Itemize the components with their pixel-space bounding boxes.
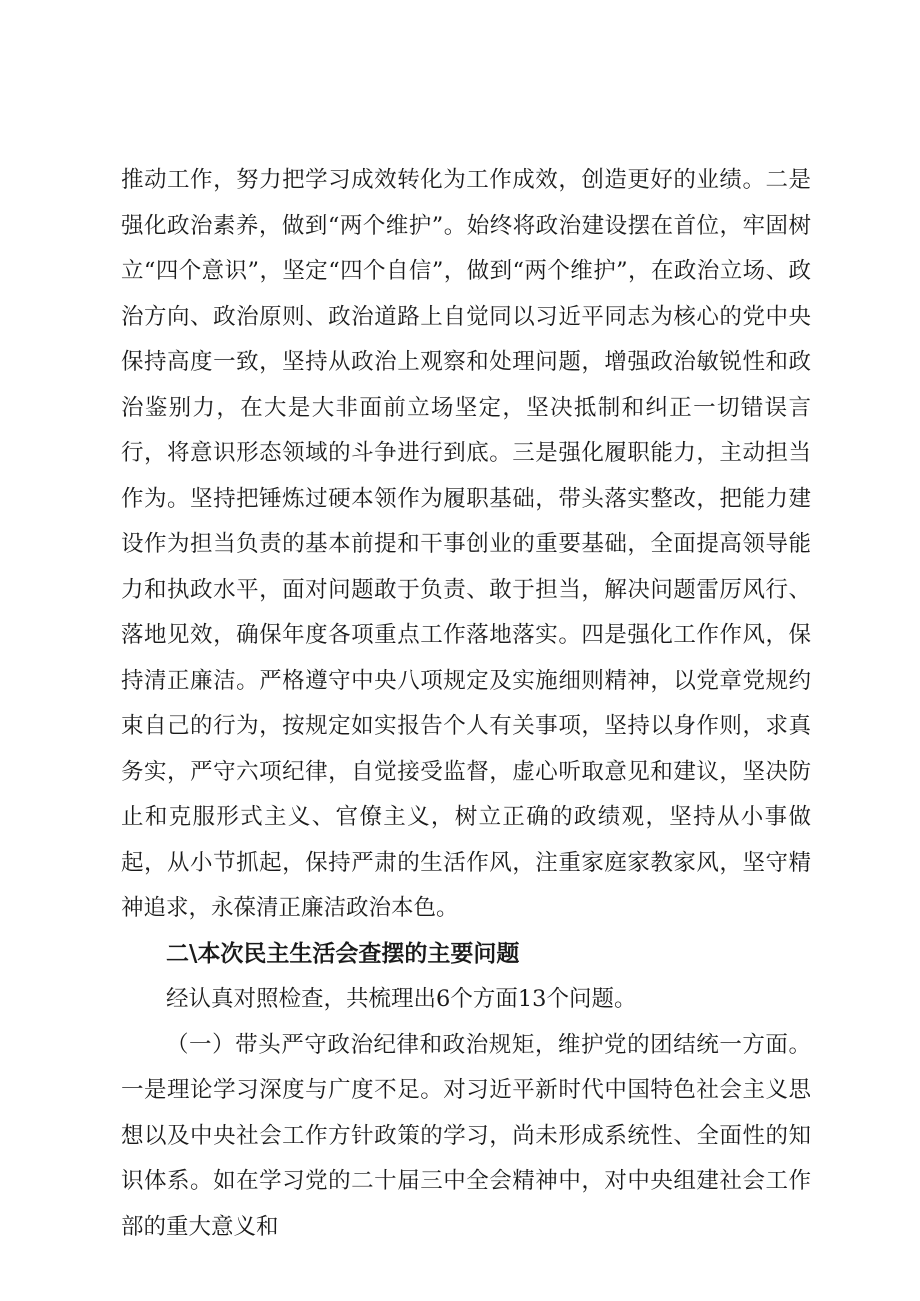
section-heading: 二\本次民主生活会查摆的主要问题 <box>166 940 520 967</box>
summary-line: 经认真对照检查，共梳理出6个方面13个问题。 <box>166 986 637 1012</box>
document-body <box>121 158 811 1250</box>
paragraph-continued: 推动工作，努力把学习成效转化为工作成效，创造更好的业绩。二是强化政治素养，做到“两个维护”。始终将政治建设摆在首位，牢固树立“四个意识”，坚定“四个自信”，做到“两个维护”，在政治立场、政治方向、政治原则、政治道路上自觉同以习近平同志为核心的党中央保持高度一致，坚持从政治上观察和处理问题，增强政治敏锐性和政治鉴别力，在大是大非面前立场坚定，坚决抵制和纠正一切错误言行，将意识形态领域的斗争进行到底。三是强化履职能力，主动担当作为。坚持把锤炼过硬本领作为履职基础，带头落实整改，把能力建设作为担当负责的基本前提和干事创业的重要基础，全面提高领导能力和执政水平，面对问题敢于负责、敢于担当，解决问题雷厉风行、落地见效，确保年度各项重点工作落地落实。四是强化工作作风，保持清正廉洁。严格遵守中央八项规定及实施细则精神，以党章党规约束自己的行为，按规定如实报告个人有关事项，坚持以身作则，求真务实，严守六项纪律，自觉接受监督，虚心听取意见和建议，坚决防止和克服形式主义、官僚主义，树立正确的政绩观，坚持从小事做起，从小节抓起，保持严肃的生活作风，注重家庭家教家风，坚守精神追求，永葆清正廉洁政治本色。 <box>121 167 811 921</box>
subsection-paragraph: （一）带头严守政治纪律和政治规矩，维护党的团结统一方面。一是理论学习深度与广度不足。对习近平新时代中国特色社会主义思想以及中央社会工作方针政策的学习，尚未形成系统性、全面性的知识体系。如在学习党的二十届三中全会精神中，对中央组建社会工作部的重大意义和 <box>121 1031 811 1240</box>
